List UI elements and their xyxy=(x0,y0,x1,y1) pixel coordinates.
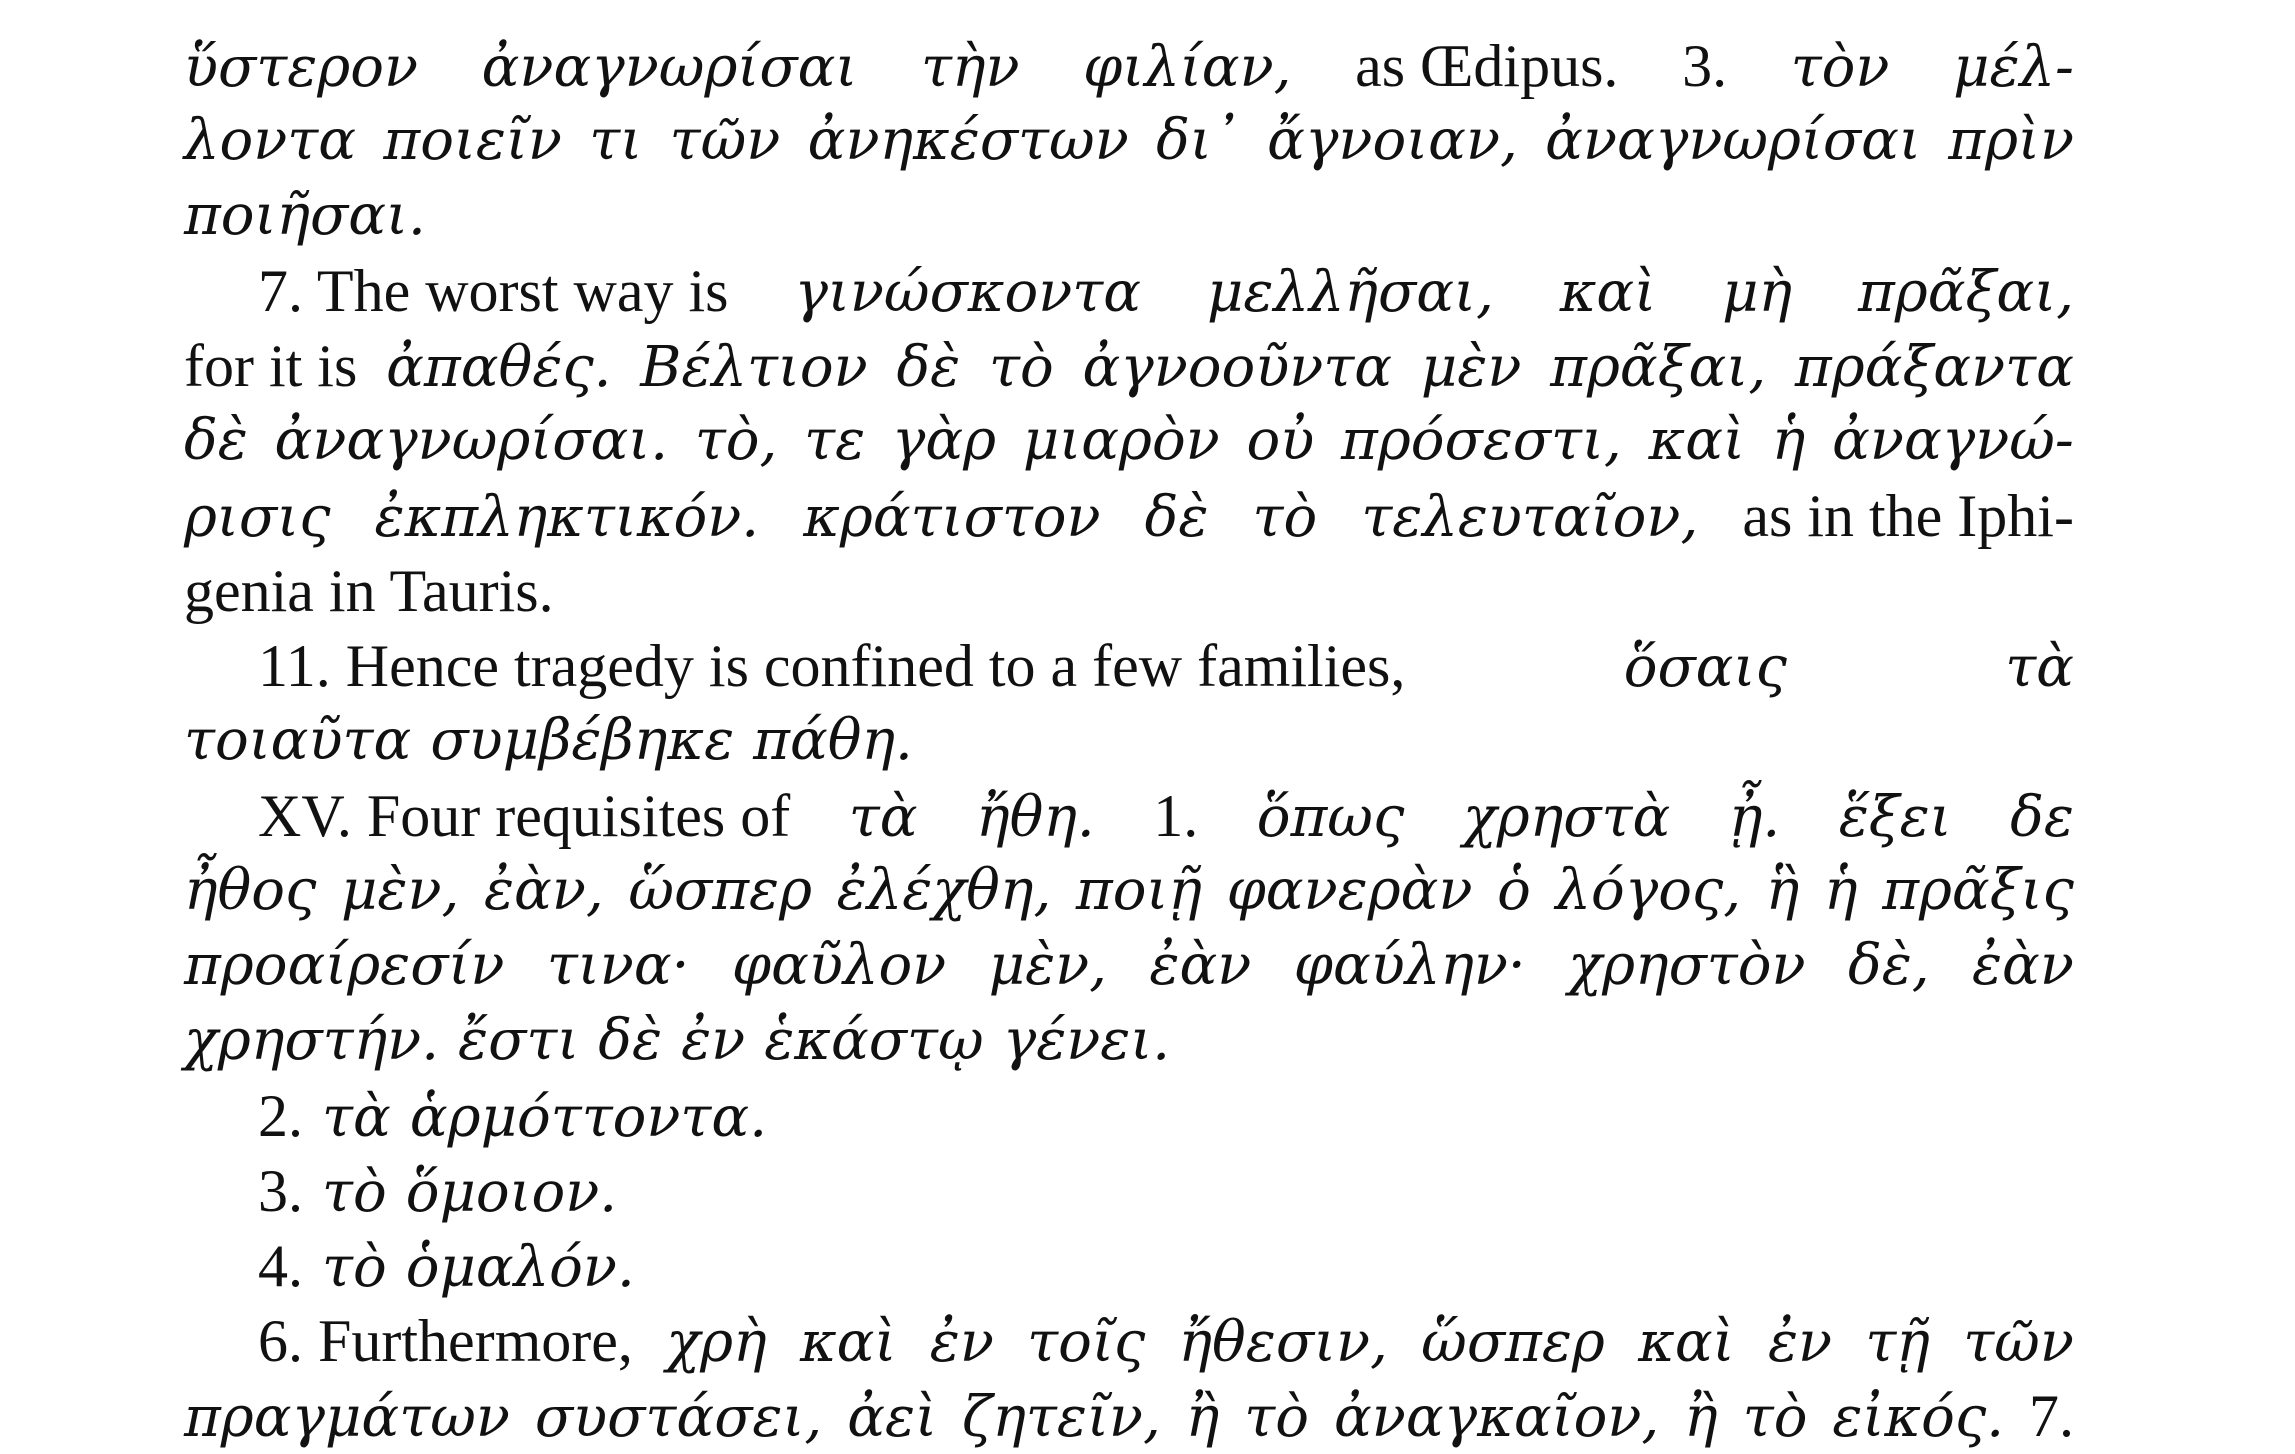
english-text: 4. xyxy=(258,1233,303,1299)
greek-word: μέλ- xyxy=(1953,35,2074,100)
greek-word: τὸ xyxy=(1244,1385,1309,1450)
greek-word: Βέλτιον xyxy=(640,335,868,400)
greek-word: μὲν, xyxy=(341,858,460,923)
greek-word: τὴν xyxy=(920,35,1020,100)
greek-word: ἢ xyxy=(1185,1385,1220,1450)
greek-word: πρᾶξαι, xyxy=(1858,260,2074,325)
greek-word: λοντα xyxy=(184,108,357,173)
greek-word: ἐν xyxy=(929,1310,994,1375)
greek-word: ἀνηκέστων xyxy=(807,108,1129,173)
greek-word: ἀγνοοῦντα xyxy=(1082,335,1393,400)
english-text: 3. xyxy=(258,1158,303,1224)
greek-word: ἀναγνωρίσαι xyxy=(1545,108,1921,173)
greek-word: ὅπως xyxy=(1256,785,1405,850)
greek-word: ποιεῖν xyxy=(383,108,562,173)
greek-word: τῶν xyxy=(669,108,781,173)
text-line xyxy=(184,405,2074,477)
text-line xyxy=(258,1230,2074,1302)
greek-word: τελευταῖον, xyxy=(1361,485,1699,550)
greek-word: ἁρμόττοντα. xyxy=(409,1085,768,1150)
greek-word: ἀπαθές. xyxy=(386,335,612,400)
greek-word: λόγος, xyxy=(1555,858,1742,923)
greek-word: μὴ xyxy=(1722,260,1793,325)
greek-word: ποιῆσαι. xyxy=(184,183,426,248)
text-line xyxy=(184,105,2074,177)
greek-word: τὸ xyxy=(988,335,1054,400)
greek-word: δὲ xyxy=(896,335,961,400)
greek-word: μὲν, xyxy=(988,933,1107,998)
text-line xyxy=(184,705,2074,777)
greek-word: δὲ, xyxy=(1847,933,1930,998)
greek-word: τοιαῦτα xyxy=(184,708,412,773)
greek-word: γὰρ xyxy=(891,408,997,473)
greek-word: ἡ xyxy=(1771,408,1806,473)
greek-word: χρηστὰ xyxy=(1462,785,1671,850)
greek-word: ἀναγκαῖον, xyxy=(1333,1385,1660,1450)
english-text: for it is xyxy=(184,333,358,399)
greek-word: ἐλέχθη, xyxy=(836,858,1052,923)
text-line xyxy=(258,630,2074,702)
greek-word: ἐὰν xyxy=(1149,933,1252,998)
greek-word: πρόσεστι, xyxy=(1341,408,1622,473)
greek-word: ὁμαλόν. xyxy=(405,1235,635,1300)
greek-word: τὰ xyxy=(2005,635,2074,700)
greek-word: πάθη. xyxy=(753,708,913,773)
greek-word: συμβέβηκε xyxy=(430,708,735,773)
greek-word: γένει. xyxy=(1002,1008,1171,1073)
text-line xyxy=(184,1005,2074,1077)
greek-word: πρᾶξις xyxy=(1882,858,2074,923)
text-line xyxy=(184,555,2074,627)
greek-word: χρηστὸν xyxy=(1568,933,1806,998)
greek-word: δὲ xyxy=(1144,485,1209,550)
text-line xyxy=(258,780,2074,852)
greek-word: τὸ xyxy=(322,1160,387,1225)
english-text: 3. xyxy=(1682,33,1728,99)
greek-word: κράτιστον xyxy=(803,485,1101,550)
greek-word: ἄγνοιαν, xyxy=(1267,108,1518,173)
greek-word: ἔστι xyxy=(458,1008,580,1073)
greek-word: μιαρὸν xyxy=(1022,408,1220,473)
greek-word: δὲ xyxy=(184,408,248,473)
greek-word: καὶ xyxy=(799,1310,897,1375)
english-text: as Œdipus. xyxy=(1355,33,1619,99)
greek-word: πράξαντα xyxy=(1794,335,2074,400)
greek-word: ἐὰν xyxy=(1972,933,2074,998)
text-line xyxy=(184,1380,2074,1452)
text-line xyxy=(184,180,2074,252)
english-text: 7. xyxy=(2029,1383,2074,1449)
text-line xyxy=(184,330,2074,402)
greek-word: ἀναγνωρίσαι xyxy=(481,35,858,100)
greek-word: πραγμάτων xyxy=(184,1385,510,1450)
greek-word: τῇ xyxy=(1865,1310,1930,1375)
greek-word: συστάσει, xyxy=(534,1385,823,1450)
greek-word: χρηστήν. xyxy=(184,1008,440,1073)
greek-word: προαίρεσίν xyxy=(184,933,505,998)
text-line xyxy=(258,1155,2074,1227)
greek-word: ὁ xyxy=(1497,858,1531,923)
greek-word: ὥσπερ xyxy=(1421,1310,1605,1375)
greek-word: ἐν xyxy=(681,1008,746,1073)
greek-word: καὶ xyxy=(1638,1310,1735,1375)
text-line xyxy=(258,255,2074,327)
greek-word: ἀναγνώ- xyxy=(1832,408,2074,473)
text-line xyxy=(258,1305,2074,1377)
greek-word: ἡ xyxy=(1823,858,1858,923)
greek-word: ὥσπερ xyxy=(628,858,812,923)
greek-word: ἀναγνωρίσαι. xyxy=(274,408,669,473)
text-line xyxy=(258,1080,2074,1152)
text-line xyxy=(184,930,2074,1002)
greek-word: ἣ xyxy=(1765,858,1800,923)
greek-word: δι᾽ xyxy=(1156,108,1240,173)
greek-word: ὕστερον xyxy=(184,35,418,100)
greek-word: ὅμοιον. xyxy=(405,1160,618,1225)
greek-word: τὸ, xyxy=(694,408,778,473)
greek-word: ἐὰν, xyxy=(483,858,604,923)
greek-word: ἢ xyxy=(1684,1385,1718,1450)
greek-word: πρᾶξαι, xyxy=(1550,335,1767,400)
greek-word: τὸ xyxy=(1742,1385,1808,1450)
greek-word: ἀεὶ xyxy=(847,1385,938,1450)
greek-word: ᾖ. xyxy=(1728,785,1781,850)
greek-word: φιλίαν, xyxy=(1083,35,1292,100)
greek-word: ἦθος xyxy=(184,858,317,923)
greek-word: τὸ xyxy=(1252,485,1318,550)
greek-word: εἰκός. xyxy=(1832,1385,2005,1450)
greek-word: οὐ xyxy=(1246,408,1315,473)
text-line xyxy=(184,30,2074,102)
greek-word: φανερὰν xyxy=(1226,858,1473,923)
english-text: XV. Four requisites of xyxy=(258,783,791,849)
greek-word: ἕξει xyxy=(1838,785,1952,850)
english-text: 7. The worst way is xyxy=(258,258,729,324)
greek-word: χρὴ xyxy=(666,1310,767,1375)
greek-word: τὸν xyxy=(1790,35,1890,100)
greek-word: γινώσκοντα xyxy=(794,260,1142,325)
english-text: genia in Tauris. xyxy=(184,558,554,624)
english-text: 6. Furthermore, xyxy=(258,1308,633,1374)
greek-word: ζητεῖν, xyxy=(962,1385,1161,1450)
greek-word: ἐκπληκτικόν. xyxy=(374,485,760,550)
english-text: as in the Iphi- xyxy=(1742,483,2074,549)
greek-word: καὶ xyxy=(1648,408,1745,473)
english-text: 1. xyxy=(1153,783,1199,849)
greek-word: ἐν xyxy=(1767,1310,1833,1375)
greek-word: τὸ xyxy=(322,1235,387,1300)
greek-word: καὶ xyxy=(1559,260,1657,325)
greek-word: δὲ xyxy=(598,1008,663,1073)
greek-word: ἤθη. xyxy=(976,785,1095,850)
greek-word: τε xyxy=(804,408,866,473)
greek-word: τὰ xyxy=(848,785,918,850)
greek-word: τὰ xyxy=(322,1085,391,1150)
greek-word: ἤθεσιν, xyxy=(1178,1310,1388,1375)
text-line xyxy=(184,480,2074,552)
greek-word: τι xyxy=(589,108,643,173)
greek-word: δε xyxy=(2010,785,2074,850)
text-line xyxy=(184,855,2074,927)
english-text: 2. xyxy=(258,1083,303,1149)
greek-word: πρὶν xyxy=(1948,108,2074,173)
greek-word: τῶν xyxy=(1963,1310,2074,1375)
greek-word: φαύλην· xyxy=(1293,933,1526,998)
greek-word: μελλῆσαι, xyxy=(1207,260,1494,325)
greek-word: ποιῇ xyxy=(1075,858,1202,923)
greek-word: μὲν xyxy=(1420,335,1522,400)
greek-word: φαῦλον xyxy=(731,933,947,998)
english-text: 11. Hence tragedy is confined to a few families, xyxy=(258,633,1406,699)
greek-word: ρισις xyxy=(184,485,331,550)
greek-word: τινα· xyxy=(546,933,690,998)
greek-word: ἑκάστῳ xyxy=(764,1008,984,1073)
greek-word: τοῖς xyxy=(1027,1310,1146,1375)
greek-word: ὅσαις xyxy=(1623,635,1787,700)
